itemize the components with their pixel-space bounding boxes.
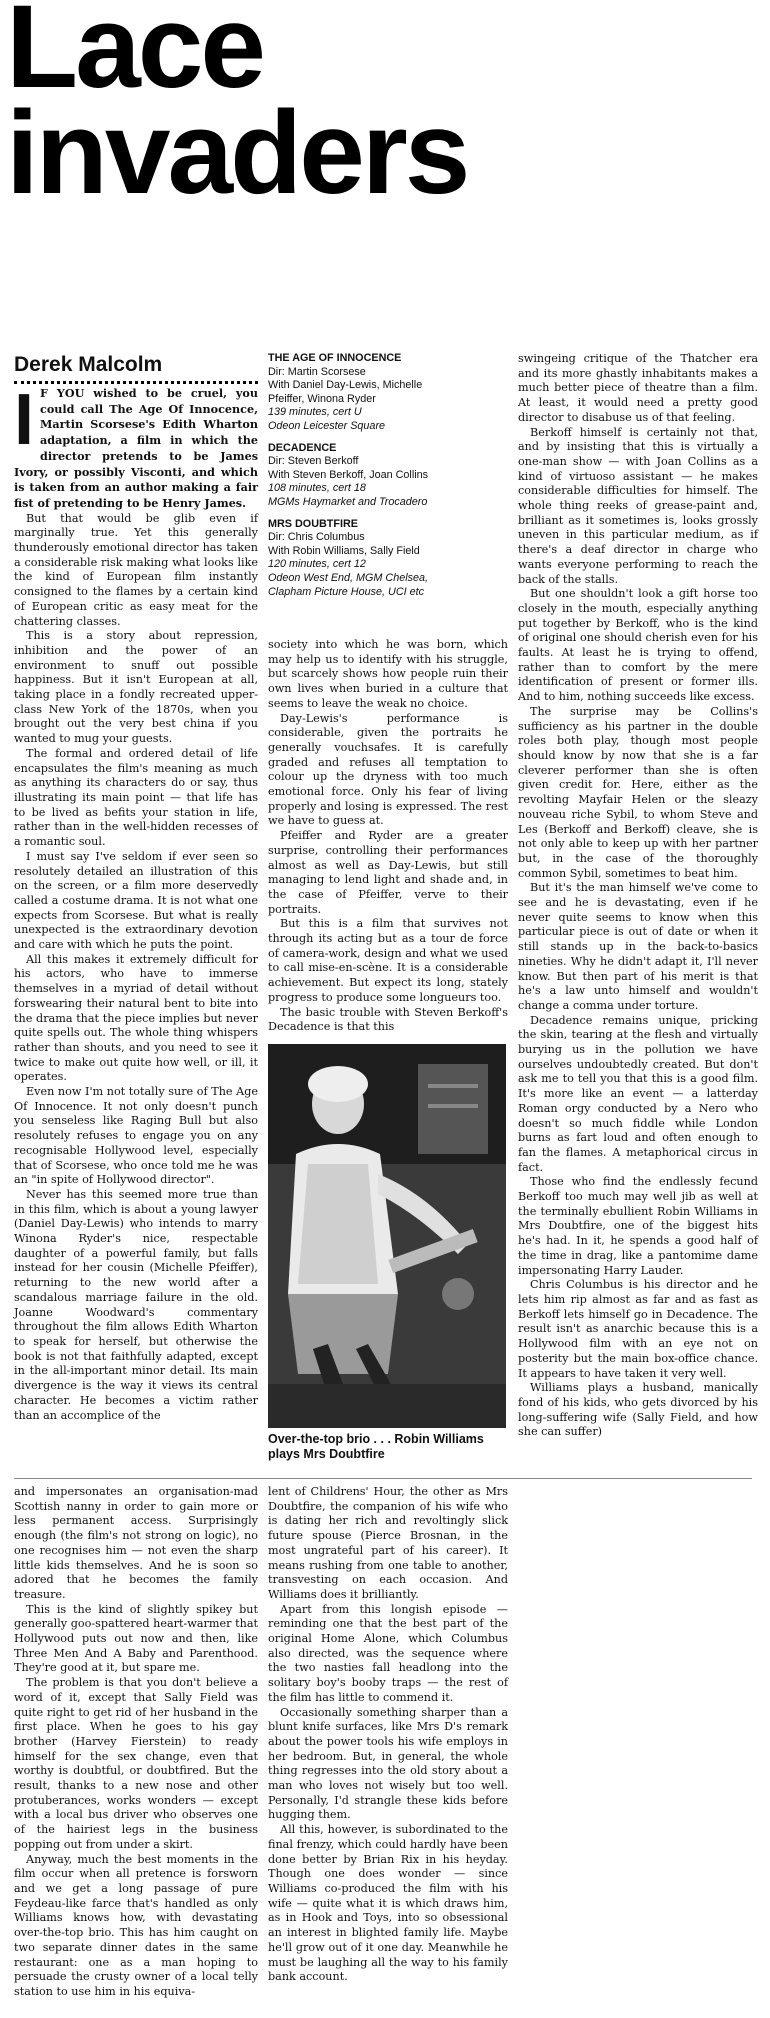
headline-line-1: Lace [6, 0, 263, 113]
paragraph: swingeing critique of the Thatcher era and its more ghastly inhabitants makes a much better piece of theatre than a film. At least, it would need a pretty good director to disabuse us of that feeling. [518, 352, 758, 424]
film-credit: Dir: Martin Scorsese [268, 365, 366, 378]
film-credit: Dir: Steven Berkoff [268, 455, 359, 468]
film-runtime: 120 minutes, cert 12 [268, 558, 366, 571]
photo-caption: Over-the-top brio . . . Robin Williams plays Mrs Doubtfire [268, 1432, 484, 1461]
article-column-2 [268, 638, 508, 1035]
film-venue: MGMs Haymarket and Trocadero [268, 495, 428, 508]
paragraph: society into which he was born, which may help us to identify with his struggle, but scarcely shows how people ruin their own lives when buried in a culture that seems to leave the weak no choice. [268, 638, 508, 710]
paragraph: This is the kind of slightly spikey but generally goo-spattered heart-warmer that Hollywood puts out now and then, like Three Men And A Baby and Parenthood. They're good at it, but spare me. [14, 1602, 258, 1675]
paragraph: Even now I'm not totally sure of The Age Of Innocence. It not only doesn't punch you senseless like Raging Bull but also resolutely refuses to engage you on any recognisable Hollywood level, especially that of Scorsese, who once told me he was an "in spite of Hollywood director". [14, 1085, 258, 1187]
photo-illustration [268, 1044, 506, 1428]
film-credit: With Daniel Day-Lewis, Michelle [268, 379, 423, 392]
robin-williams-photo [268, 1044, 506, 1428]
drop-cap: I [14, 380, 35, 460]
paragraph: and impersonates an organisation-mad Scottish nanny in order to gain more or less permanent access. Surprisingly enough (the film's not strong on logic), no one recognises him — not even the sharp little kids themselves. And he is soon so adored that he becomes the family treasure. [14, 1485, 258, 1601]
paragraph: The problem is that you don't believe a word of it, except that Sally Field was quite right to get rid of her husband in the first place. When he goes to his gay brother (Harvey Fierstein) to ready himself for the sex change, even that worthy is doubtful, or doubtfired. But the result, thanks to a new nose and other protuberances, works wonders — except with a local bus driver who observes one of the hairiest legs in the business popping out from under a skirt. [14, 1676, 258, 1851]
film-info-box [268, 352, 510, 599]
headline-line-2: invaders [6, 87, 468, 219]
paragraph: Williams plays a husband, manically fond of his kids, who gets divorced by his long-suffering wife (Sally Field, and how she can suffer) [518, 1381, 758, 1439]
paragraph: Chris Columbus is his director and he lets him rip almost as far and as fast as Berkoff lets himself go in Decadence. The result isn't as anarchic because this is a Hollywood film with an eye not on posterity but the main box-office chance. It appears to have taken it very well. [518, 1278, 758, 1380]
lead-text: F YOU wished to be cruel, you could call The Age Of Innocence, Martin Scorsese's Edith Wharton adaptation, a film in which the director pretends to be James Ivory, or possibly Visconti, and which is taken from an author making a fair fist of pretending to be Henry James. [14, 386, 258, 510]
paragraph: All this, however, is subordinated to the final frenzy, which could hardly have been done better by Brian Rix in his heyday. Though one does wonder — since Williams co-produced the film with his wife — quite what it is which draws him, as in Hook and Toys, into so obsessional an interest in blighted family life. Maybe he'll grow out of it one day. Meanwhile he must be laughing all the way to his family bank account. [268, 1823, 508, 1984]
paragraph: The formal and ordered detail of life encapsulates the film's meaning as much as anything its characters do or say, thus illustrating its main point — that life has to be lived as befits your station in life, rather than in the well-hidden recesses of a romantic soul. [14, 746, 258, 849]
film-title: MRS DOUBTFIRE [268, 517, 358, 530]
paragraph: The basic trouble with Steven Berkoff's Decadence is that this [268, 1005, 508, 1034]
headline [6, 0, 606, 219]
paragraph: The surprise may be Collins's sufficiency as his partner in the double roles both play, though most people should know by now that she is a far cleverer performer than she is often given credit for. Here, either as the revolting Mayfair Helen or the sleazy nouveau riche Sybil, to whom Steve and Les (Berkoff and Berkoff) cleave, she is not only able to keep up with her partner but, in the case of the thoroughly common Sybil, sometimes to beat him. [518, 704, 758, 880]
film-entry [268, 442, 510, 510]
article-column-4 [14, 1485, 258, 2000]
film-entry [268, 518, 510, 600]
paragraph: Day-Lewis's performance is considerable, given the portraits he generally vouchsafes. It is carefully graded and refuses all temptation to colour up the dryness with too much emotional force. Only his fear of living properly and losing is expressed. The rest we have to guess at. [268, 711, 508, 828]
section-divider [14, 1478, 752, 1479]
paragraph: lent of Childrens' Hour, the other as Mrs Doubtfire, the companion of his wife who is dating her rich and revoltingly slick future spouse (Pierce Brosnan, in the most ungrateful part of his career). It means rushing from one table to another, transvesting on each occasion. And Williams does it brilliantly. [268, 1485, 508, 1601]
byline: Derek Malcolm [14, 353, 258, 384]
paragraph: But this is a film that survives not through its acting but as a tour de force of camera-work, design and what we used to call mise-en-scène. It is a considerable achievement. But expect its long, stately progress to produce some longueurs too. [268, 917, 508, 1004]
article-column-1 [14, 380, 258, 1423]
film-title: THE AGE OF INNOCENCE [268, 352, 402, 364]
paragraph: Those who find the endlessly fecund Berkoff too much may well jib as well at the terminally ebullient Robin Williams in Mrs Doubtfire, one of the biggest hits he's had. In it, he spends a good half of the time in drag, like a pantomime dame impersonating Harry Lauder. [518, 1175, 758, 1277]
paragraph: But it's the man himself we've come to see and he is devastating, even if he never quite seems to know when this particular piece is out of date or when it still stands up in the back-to-basics nineties. Why he didn't adapt it, I'll never know. But then part of his merit is that he's a law unto himself and wouldn't change a comma under torture. [518, 881, 758, 1012]
lead-paragraph [14, 380, 258, 512]
film-credit: With Robin Williams, Sally Field [268, 544, 420, 557]
paragraph: I must say I've seldom if ever seen so resolutely detailed an illustration of this on the screen, or a film more deservedly called a costume drama. It is not what one expects from Scorsese. But what is really unexpected is the extraordinary devotion and care with which he puts the point. [14, 849, 258, 952]
paragraph: Apart from this longish episode — reminding one that the best part of the original Home Alone, which Columbus also directed, was the sequence where the two nasties fall headlong into the solitary boy's booby traps — the rest of the film has little to commend it. [268, 1602, 508, 1704]
article-column-5 [268, 1485, 508, 1985]
paragraph: Pfeiffer and Ryder are a greater surprise, controlling their performances almost as well as Day-Lewis, but still managing to lend light and shade and, in the case of Pfeiffer, verve to their portraits. [268, 829, 508, 916]
film-runtime: 139 minutes, cert U [268, 406, 362, 419]
film-runtime: 108 minutes, cert 18 [268, 482, 366, 495]
film-title: DECADENCE [268, 441, 337, 454]
film-venue: Odeon West End, MGM Chelsea, [268, 571, 429, 584]
paragraph: Occasionally something sharper than a blunt knife surfaces, like Mrs D's remark about the power tools his wife employs in her bedroom. But, in general, the whole thing regresses into the old story about a man who loves not wisely but too well. Personally, I'd strangle these kids before hugging them. [268, 1705, 508, 1822]
film-credit: With Steven Berkoff, Joan Collins [268, 468, 429, 481]
article-column-3 [518, 352, 758, 1440]
film-entry [268, 352, 510, 434]
film-venue: Clapham Picture House, UCI etc [268, 585, 425, 598]
paragraph: Berkoff himself is certainly not that, and by insisting that this is virtually a one-man show — with Joan Collins as a kind of virtuoso assistant — he makes considerable difficulties for himself. The whole thing reeks of grease-paint and, brilliant as it sometimes is, looks grossly uneven in this particular medium, as if there's a deaf director in charge who wants everyone performing to reach the back of the stalls. [518, 425, 758, 586]
paragraph: But that would be glib even if marginally true. Yet this generally thunderously emotional director has taken a considerable risk making what looks like the kind of European film instantly consigned to the flames by a certain kind of European critic as easy meat for the chattering classes. [14, 511, 258, 628]
paragraph: But one shouldn't look a gift horse too closely in the mouth, especially anything put together by Berkoff, who is the kind of original one should cherish even for his faults. At least he is trying to offend, rather than to comfort by the mere identification of present or former ills. And to him, nothing succeeds like excess. [518, 587, 758, 704]
paragraph: Anyway, much the best moments in the film occur when all pretence is forsworn and we get a long passage of pure Feydeau-like farce that's handled as only Williams knows how, with devastating over-the-top brio. This has him caught on two separate dinner dates in the same restaurant: one as a man hoping to persuade the crusty owner of a local telly station to use him in his equiva- [14, 1852, 258, 1998]
film-credit: Pfeiffer, Winona Ryder [268, 392, 376, 405]
paragraph: Never has this seemed more true than in this film, which is about a young lawyer (Daniel Day-Lewis) who intends to marry Winona Ryder's nice, respectable daughter of a powerful family, but falls instead for her cousin (Michelle Pfeiffer), returning to the new world after a scandalous marriage failure in the old. Joanne Woodward's commentary throughout the film allows Edith Wharton to speak for herself, but otherwise the book is not that faithfully adapted, except in the all-important minor detail. Its main divergence is the way it views its central character. He becomes a victim rather than an accomplice of the [14, 1187, 258, 1422]
paragraph: This is a story about repression, inhibition and the power of an environment to snuff out possible happiness. But it isn't European at all, taking place in a fondly recreated upper-class New York of the 1870s, when you brought out the very best china if you wanted to mug your guests. [14, 629, 258, 746]
paragraph: All this makes it extremely difficult for his actors, who have to immerse themselves in a myriad of detail without forswearing their natural bent to bite into the drama that the piece implies but never quite spells out. The whole thing whispers rather than shouts, and you need to see it twice to make out quite how well, or ill, it operates. [14, 952, 258, 1084]
paragraph: Decadence remains unique, pricking the skin, tearing at the flesh and virtually burying us in the pollution we have ourselves undoubtedly created. But don't ask me to tell you that this is a good film. It's more like an event — a latterday Roman orgy conducted by a Nero who doesn't so much fiddle while London burns as fart loud and often enough to fan the flames. A metaphorical circus in fact. [518, 1013, 758, 1174]
film-credit: Dir: Chris Columbus [268, 531, 365, 544]
film-venue: Odeon Leicester Square [268, 419, 386, 432]
